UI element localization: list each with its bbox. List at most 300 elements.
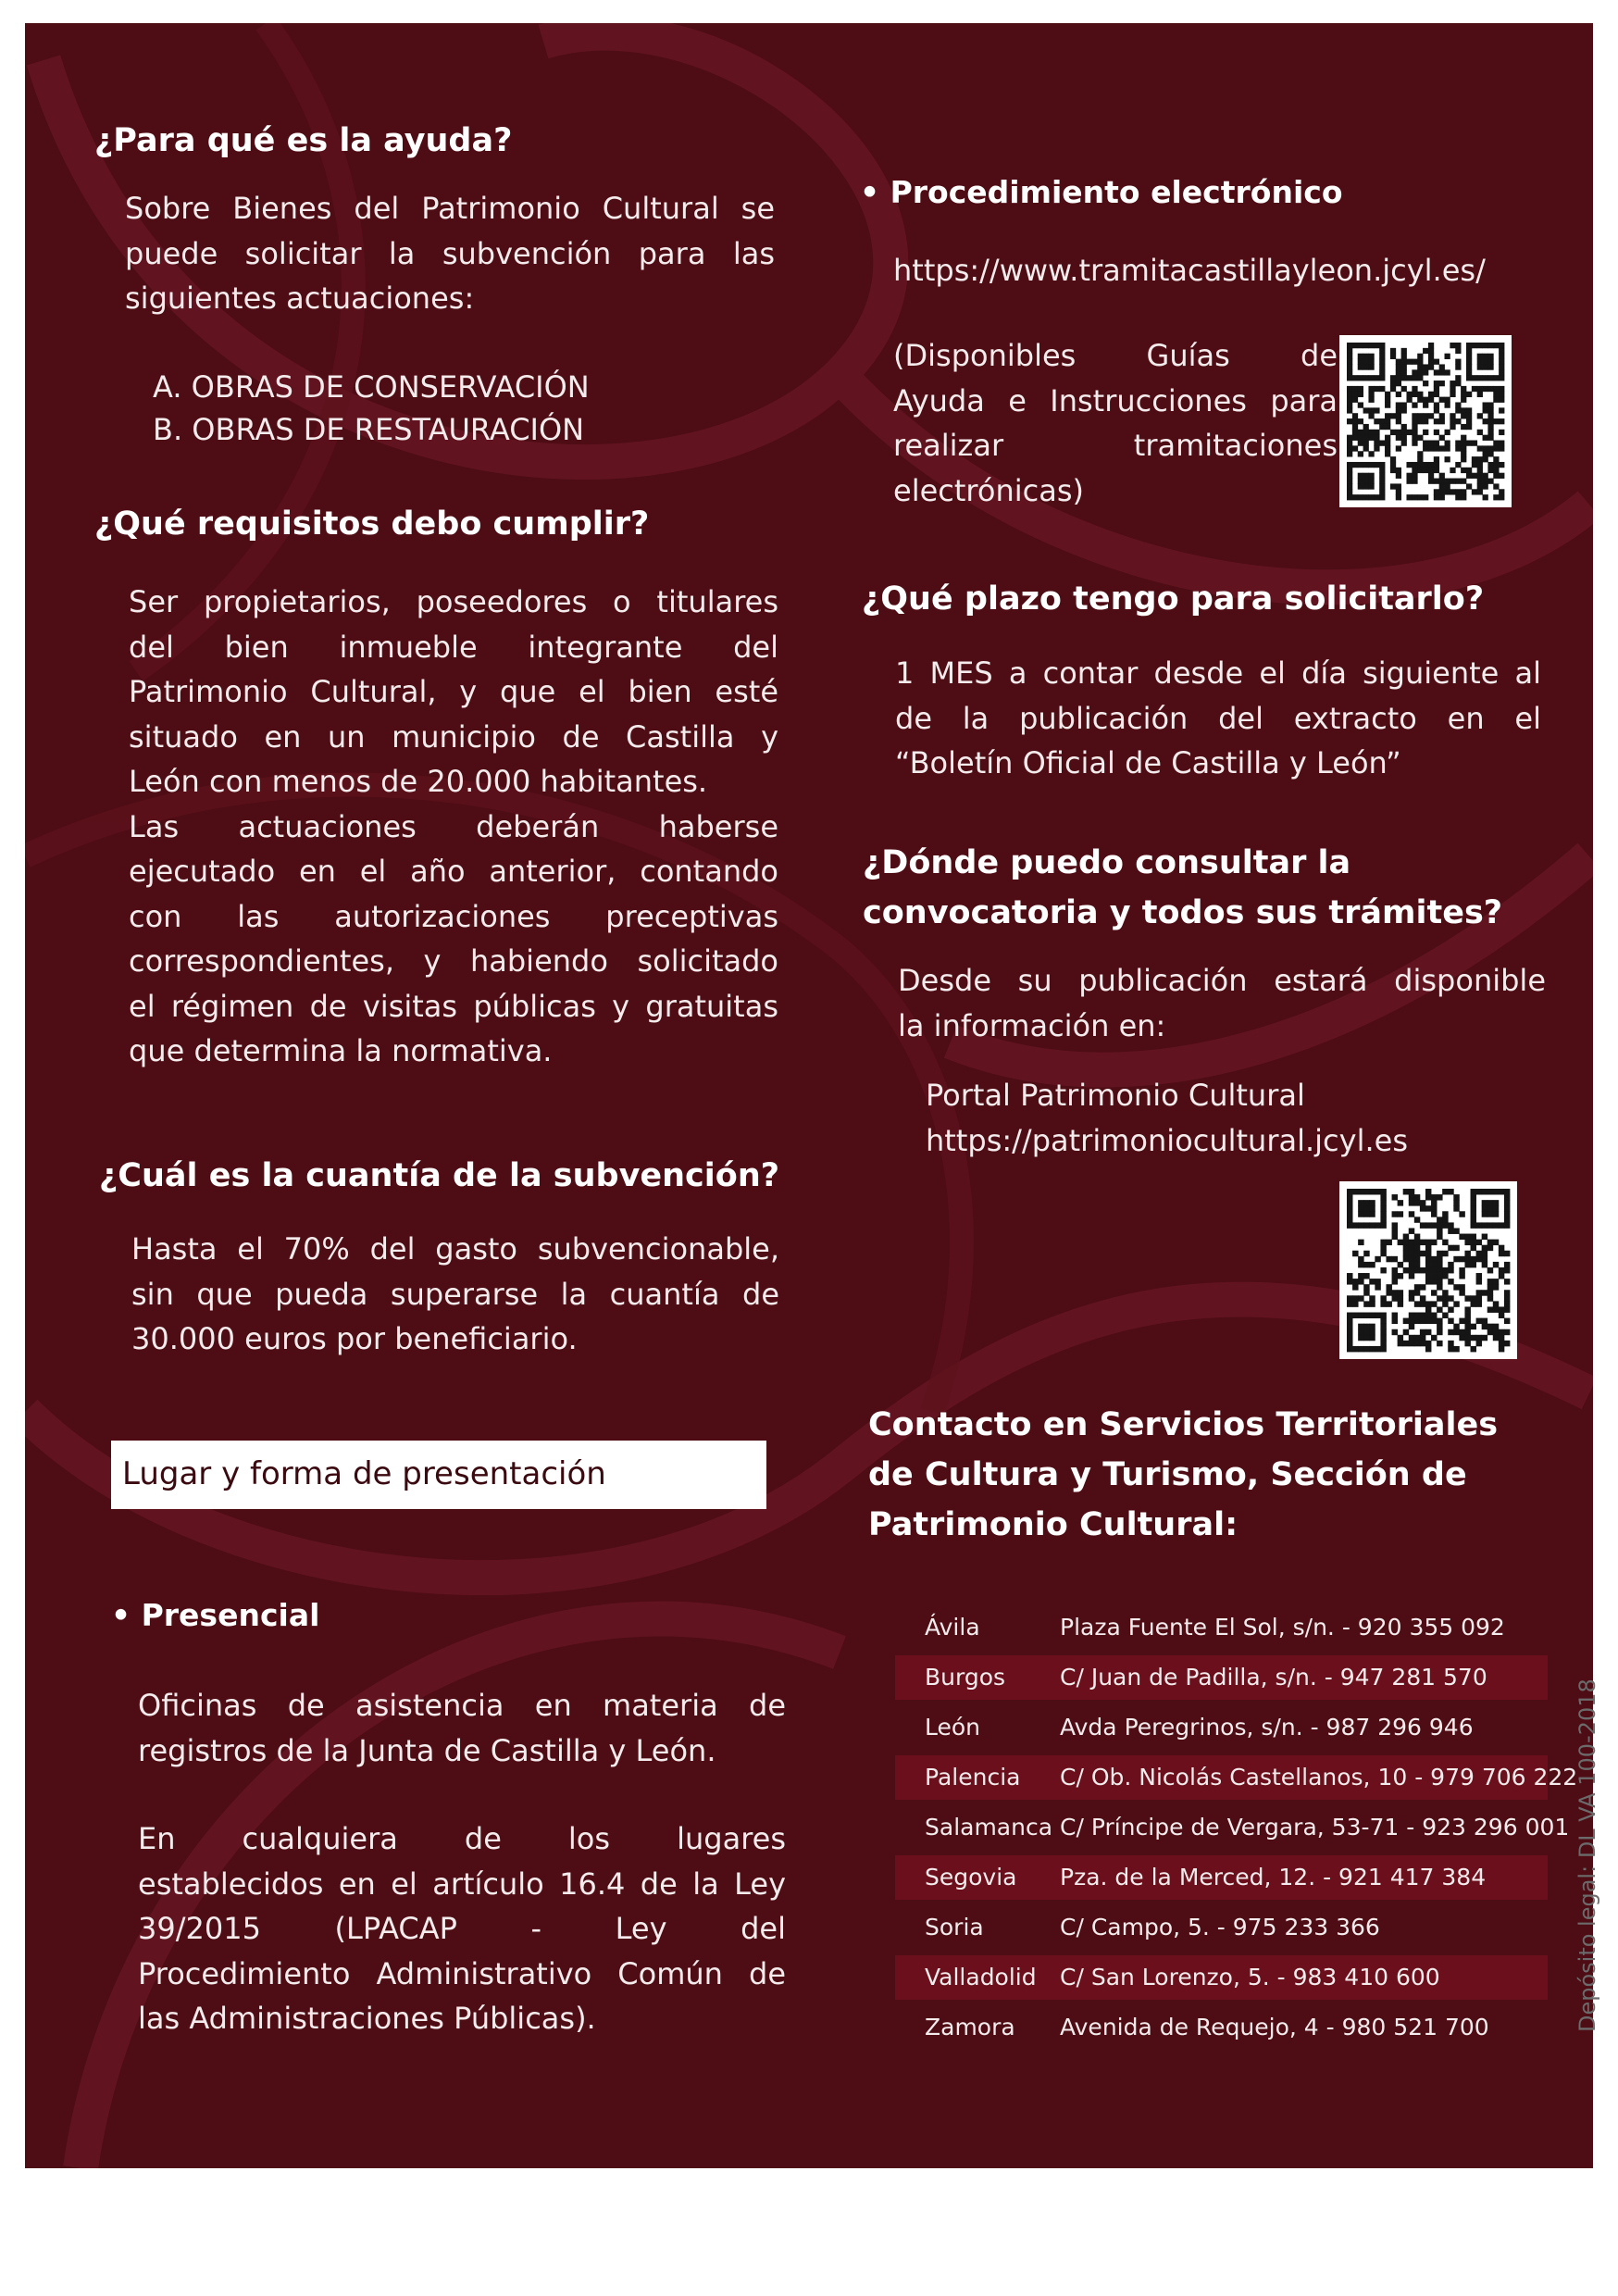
qr-module (1425, 1279, 1431, 1284)
qr-module (1493, 1284, 1499, 1290)
qr-module (1380, 1324, 1386, 1329)
qr-module (1375, 1284, 1380, 1290)
qr-module (1352, 343, 1358, 348)
qr-module (1455, 441, 1461, 446)
qr-module (1499, 392, 1504, 397)
cuantia-heading: ¿Cuál es la cuantía de la subvención? (99, 1157, 780, 1194)
qr-module (1420, 1329, 1425, 1335)
portal-url[interactable]: https://patrimoniocultural.jcyl.es (926, 1122, 1408, 1158)
qr-module (1363, 1290, 1369, 1295)
qr-module (1437, 1194, 1442, 1200)
qr-module (1466, 343, 1472, 348)
plazo-line: “Boletín Oficial de Castilla y León” (895, 745, 1401, 780)
qr-module (1499, 1222, 1504, 1228)
qr-module (1483, 445, 1488, 451)
qr-module (1477, 445, 1483, 451)
qr-module (1428, 468, 1434, 473)
qr-module (1374, 407, 1379, 413)
qr-module (1417, 494, 1423, 500)
requisitos-line: Las actuaciones deberán haberse (129, 808, 778, 844)
contact-row (895, 1755, 1578, 1800)
qr-module (1363, 1329, 1369, 1335)
qr-module (1499, 1329, 1504, 1335)
qr-module (1428, 359, 1434, 365)
qr-module (1434, 407, 1439, 413)
qr-module (1434, 402, 1439, 407)
qr-module (1420, 1205, 1425, 1211)
contact-row (895, 1605, 1548, 1650)
qr-module (1347, 441, 1352, 446)
qr-module (1476, 1341, 1482, 1346)
qr-module (1477, 468, 1483, 473)
qr-module (1423, 402, 1428, 407)
qr-module (1425, 1222, 1431, 1228)
qr-code-tramitacion[interactable] (1339, 335, 1512, 507)
qr-module (1453, 1284, 1459, 1290)
qr-module (1455, 494, 1461, 500)
qr-module (1487, 375, 1493, 381)
qr-module (1431, 1335, 1437, 1341)
qr-module (1368, 386, 1374, 392)
qr-module (1466, 418, 1472, 424)
qr-module (1380, 1346, 1386, 1352)
qr-module (1483, 359, 1488, 365)
qr-module (1439, 489, 1445, 494)
qr-module (1453, 1256, 1459, 1262)
qr-module (1448, 1189, 1453, 1194)
qr-module (1409, 1245, 1414, 1251)
qr-module (1352, 375, 1358, 381)
qr-module (1369, 1200, 1375, 1205)
qr-module (1483, 456, 1488, 462)
qr-module (1406, 479, 1412, 484)
qr-module (1499, 364, 1504, 369)
qr-module (1374, 435, 1379, 441)
qr-module (1380, 1301, 1386, 1306)
qr-module (1380, 1341, 1386, 1346)
qr-module (1425, 1273, 1431, 1279)
qr-module (1414, 1290, 1420, 1295)
qr-code-patrimonio[interactable] (1339, 1181, 1517, 1359)
qr-module (1396, 483, 1401, 489)
qr-module (1448, 1341, 1453, 1346)
qr-module (1437, 1306, 1442, 1312)
qr-module (1347, 1324, 1352, 1329)
qr-module (1487, 1222, 1493, 1228)
qr-module (1412, 392, 1417, 397)
qr-module (1396, 489, 1401, 494)
qr-module (1461, 479, 1466, 484)
qr-module (1439, 494, 1445, 500)
qr-module (1403, 1256, 1409, 1262)
qr-module (1358, 479, 1363, 484)
qr-module (1504, 1295, 1510, 1301)
qr-module (1483, 418, 1488, 424)
qr-module (1358, 1329, 1363, 1335)
qr-module (1493, 386, 1499, 392)
qr-module (1374, 375, 1379, 381)
qr-module (1347, 462, 1352, 468)
qr-module (1434, 392, 1439, 397)
qr-module (1396, 494, 1401, 500)
qr-module (1401, 375, 1407, 381)
qr-module (1392, 1234, 1398, 1240)
qr-module (1477, 343, 1483, 348)
qr-module (1504, 1267, 1510, 1273)
ayuda-line: Sobre Bienes del Patrimonio Cultural se (125, 191, 775, 226)
cuantia-text (131, 1227, 779, 1362)
qr-module (1358, 402, 1363, 407)
requisitos-line: correspondientes, y habiendo solicitado (129, 943, 778, 979)
qr-module (1369, 1222, 1375, 1228)
qr-module (1466, 483, 1472, 489)
qr-module (1368, 359, 1374, 365)
qr-module (1417, 468, 1423, 473)
qr-module (1434, 441, 1439, 446)
qr-module (1437, 1324, 1442, 1329)
qr-module (1437, 1256, 1442, 1262)
consultar-line: Desde su publicación estará disponible (898, 963, 1546, 998)
qr-module (1352, 418, 1358, 424)
qr-module (1385, 435, 1390, 441)
qr-module (1499, 343, 1504, 348)
qr-module (1414, 1245, 1420, 1251)
qr-module (1403, 1329, 1409, 1335)
qr-module (1455, 359, 1461, 365)
qr-module (1434, 418, 1439, 424)
qr-module (1487, 1329, 1493, 1335)
qr-module (1363, 1251, 1369, 1256)
qr-module (1504, 1217, 1510, 1222)
contact-row (895, 2005, 1548, 2050)
qr-module (1476, 1290, 1482, 1295)
qr-module (1390, 483, 1396, 489)
contact-address: Pza. de la Merced, 12. - 921 417 384 (1060, 1864, 1487, 1890)
qr-module (1392, 1228, 1398, 1233)
qr-module (1363, 1346, 1369, 1352)
qr-module (1358, 418, 1363, 424)
qr-module (1396, 445, 1401, 451)
qr-module (1363, 354, 1369, 359)
qr-module (1409, 1341, 1414, 1346)
contact-row (895, 1905, 1548, 1950)
qr-module (1476, 1189, 1482, 1194)
qr-module (1414, 1251, 1420, 1256)
qr-module (1487, 364, 1493, 369)
qr-module (1414, 1200, 1420, 1205)
qr-module (1352, 386, 1358, 392)
qr-module (1487, 413, 1493, 418)
qr-module (1368, 413, 1374, 418)
qr-module (1414, 1194, 1420, 1200)
qr-module (1406, 430, 1412, 435)
qr-module (1476, 1335, 1482, 1341)
qr-module (1499, 1335, 1504, 1341)
qr-module (1459, 1284, 1464, 1290)
qr-module (1396, 468, 1401, 473)
qr-module (1363, 343, 1369, 348)
requisitos-line: del bien inmueble integrante del (129, 629, 778, 665)
qr-module (1471, 1240, 1476, 1245)
contact-address: C/ Campo, 5. - 975 233 366 (1060, 1914, 1380, 1940)
requisitos-line: León con menos de 20.000 habitantes. (129, 764, 708, 799)
qr-module (1401, 402, 1407, 407)
qr-module (1434, 456, 1439, 462)
qr-module (1420, 1341, 1425, 1346)
cuantia-line: sin que pueda superarse la cuantía de (131, 1276, 779, 1312)
qr-module (1466, 473, 1472, 479)
qr-module (1499, 1189, 1504, 1194)
qr-module (1401, 441, 1407, 446)
qr-module (1499, 397, 1504, 403)
qr-module (1466, 413, 1472, 418)
qr-module (1409, 1324, 1414, 1329)
qr-module (1471, 1346, 1476, 1352)
qr-module (1363, 1335, 1369, 1341)
qr-module (1504, 1211, 1510, 1217)
qr-module (1464, 1240, 1470, 1245)
qr-module (1358, 451, 1363, 456)
qr-module (1363, 1284, 1369, 1290)
qr-module (1453, 1301, 1459, 1306)
qr-module (1434, 479, 1439, 484)
qr-module (1461, 456, 1466, 462)
qr-module (1482, 1245, 1487, 1251)
qr-module (1375, 1313, 1380, 1318)
qr-module (1406, 494, 1412, 500)
qr-module (1368, 483, 1374, 489)
qr-module (1417, 364, 1423, 369)
qr-module (1428, 354, 1434, 359)
qr-module (1409, 1194, 1414, 1200)
qr-module (1396, 364, 1401, 369)
qr-module (1471, 1205, 1476, 1211)
qr-module (1428, 343, 1434, 348)
qr-module (1417, 462, 1423, 468)
qr-module (1448, 1306, 1453, 1312)
qr-module (1445, 430, 1450, 435)
qr-module (1455, 402, 1461, 407)
qr-module (1409, 1295, 1414, 1301)
qr-module (1493, 375, 1499, 381)
consultar-heading (863, 838, 1502, 938)
qr-module (1493, 1324, 1499, 1329)
qr-module (1466, 354, 1472, 359)
qr-module (1425, 1189, 1431, 1194)
qr-module (1499, 1306, 1504, 1312)
qr-module (1423, 381, 1428, 386)
qr-module (1476, 1256, 1482, 1262)
qr-module (1439, 381, 1445, 386)
qr-module (1472, 343, 1477, 348)
qr-module (1455, 348, 1461, 354)
qr-module (1493, 397, 1499, 403)
qr-module (1409, 1290, 1414, 1295)
qr-module (1455, 343, 1461, 348)
qr-module (1487, 445, 1493, 451)
qr-module (1352, 494, 1358, 500)
qr-module (1401, 364, 1407, 369)
qr-module (1466, 468, 1472, 473)
qr-module (1347, 483, 1352, 489)
qr-module (1347, 397, 1352, 403)
contact-city: Zamora (925, 2014, 1015, 2040)
qr-module (1487, 435, 1493, 441)
qr-module (1450, 418, 1455, 424)
qr-module (1375, 1256, 1380, 1262)
qr-module (1431, 1262, 1437, 1267)
qr-module (1363, 430, 1369, 435)
cuantia-line: 30.000 euros por beneficiario. (131, 1321, 578, 1356)
qr-module (1390, 354, 1396, 359)
qr-module (1477, 386, 1483, 392)
qr-module (1448, 1245, 1453, 1251)
qr-module (1504, 1279, 1510, 1284)
qr-module (1437, 1234, 1442, 1240)
qr-module (1425, 1262, 1431, 1267)
qr-module (1434, 494, 1439, 500)
qr-module (1398, 1290, 1403, 1295)
qr-module (1461, 451, 1466, 456)
qr-module (1392, 1290, 1398, 1295)
contact-row (895, 1655, 1548, 1700)
qr-module (1482, 1335, 1487, 1341)
qr-module (1347, 468, 1352, 473)
qr-module (1412, 435, 1417, 441)
electronico-bullet: • Procedimiento electrónico (860, 174, 1343, 210)
qr-module (1403, 1341, 1409, 1346)
qr-module (1368, 392, 1374, 397)
qr-module (1380, 1189, 1386, 1194)
qr-module (1412, 441, 1417, 446)
qr-module (1368, 343, 1374, 348)
qr-module (1352, 1222, 1358, 1228)
qr-module (1379, 483, 1385, 489)
qr-module (1504, 1306, 1510, 1312)
qr-module (1431, 1205, 1437, 1211)
qr-module (1471, 1301, 1476, 1306)
qr-module (1386, 1284, 1391, 1290)
qr-module (1380, 1245, 1386, 1251)
qr-module (1347, 1211, 1352, 1217)
qr-module (1396, 473, 1401, 479)
qr-module (1434, 381, 1439, 386)
qr-module (1347, 1205, 1352, 1211)
qr-module (1487, 1245, 1493, 1251)
qr-module (1417, 375, 1423, 381)
qr-module (1390, 386, 1396, 392)
qr-module (1442, 1211, 1448, 1217)
qr-module (1461, 494, 1466, 500)
qr-module (1396, 413, 1401, 418)
qr-module (1453, 1329, 1459, 1335)
qr-module (1464, 1329, 1470, 1335)
qr-module (1412, 375, 1417, 381)
qr-module (1455, 445, 1461, 451)
qr-module (1358, 1262, 1363, 1267)
qr-module (1380, 1222, 1386, 1228)
qr-module (1461, 413, 1466, 418)
qr-module (1363, 1222, 1369, 1228)
qr-module (1392, 1318, 1398, 1324)
qr-module (1434, 359, 1439, 365)
qr-module (1453, 1245, 1459, 1251)
qr-module (1428, 364, 1434, 369)
qr-module (1363, 462, 1369, 468)
qr-module (1385, 451, 1390, 456)
qr-module (1375, 1189, 1380, 1194)
qr-module (1487, 1240, 1493, 1245)
qr-module (1471, 1245, 1476, 1251)
qr-module (1471, 1256, 1476, 1262)
qr-module (1375, 1279, 1380, 1284)
electronico-line: (Disponibles Guías de (893, 338, 1338, 373)
qr-module (1472, 473, 1477, 479)
qr-module (1464, 1234, 1470, 1240)
qr-module (1396, 359, 1401, 365)
qr-module (1420, 1222, 1425, 1228)
qr-module (1368, 375, 1374, 381)
qr-module (1363, 375, 1369, 381)
qr-module (1448, 1222, 1453, 1228)
qr-module (1403, 1189, 1409, 1194)
qr-module (1409, 1200, 1414, 1205)
qr-module (1363, 494, 1369, 500)
qr-module (1380, 1217, 1386, 1222)
electronico-url[interactable]: https://www.tramitacastillayleon.jcyl.es/ (893, 253, 1486, 288)
qr-module (1347, 375, 1352, 381)
contact-city: Valladolid (925, 1964, 1037, 1990)
qr-module (1445, 489, 1450, 494)
qr-module (1414, 1256, 1420, 1262)
electronico-line: realizar tramitaciones (893, 428, 1338, 463)
qr-module (1453, 1194, 1459, 1200)
qr-module (1358, 1279, 1363, 1284)
qr-module (1401, 424, 1407, 430)
qr-module (1428, 348, 1434, 354)
qr-module (1431, 1211, 1437, 1217)
qr-module (1482, 1205, 1487, 1211)
qr-module (1352, 1346, 1358, 1352)
qr-module (1471, 1200, 1476, 1205)
contact-city: Salamanca (925, 1814, 1053, 1841)
qr-module (1442, 1290, 1448, 1295)
qr-module (1401, 354, 1407, 359)
qr-module (1358, 1240, 1363, 1245)
qr-module (1352, 397, 1358, 403)
qr-module (1439, 483, 1445, 489)
qr-module (1347, 1318, 1352, 1324)
qr-module (1420, 1200, 1425, 1205)
qr-module (1428, 479, 1434, 484)
qr-module (1369, 1279, 1375, 1284)
qr-module (1347, 1279, 1352, 1284)
qr-module (1392, 1295, 1398, 1301)
qr-module (1442, 1251, 1448, 1256)
qr-module (1483, 407, 1488, 413)
qr-module (1461, 397, 1466, 403)
plazo-text (895, 651, 1541, 786)
qr-module (1471, 1211, 1476, 1217)
qr-module (1375, 1346, 1380, 1352)
qr-module (1358, 1335, 1363, 1341)
qr-module (1482, 1256, 1487, 1262)
qr-module (1347, 359, 1352, 365)
electronico-text (893, 333, 1338, 513)
qr-module (1379, 375, 1385, 381)
qr-module (1368, 473, 1374, 479)
qr-module (1352, 462, 1358, 468)
